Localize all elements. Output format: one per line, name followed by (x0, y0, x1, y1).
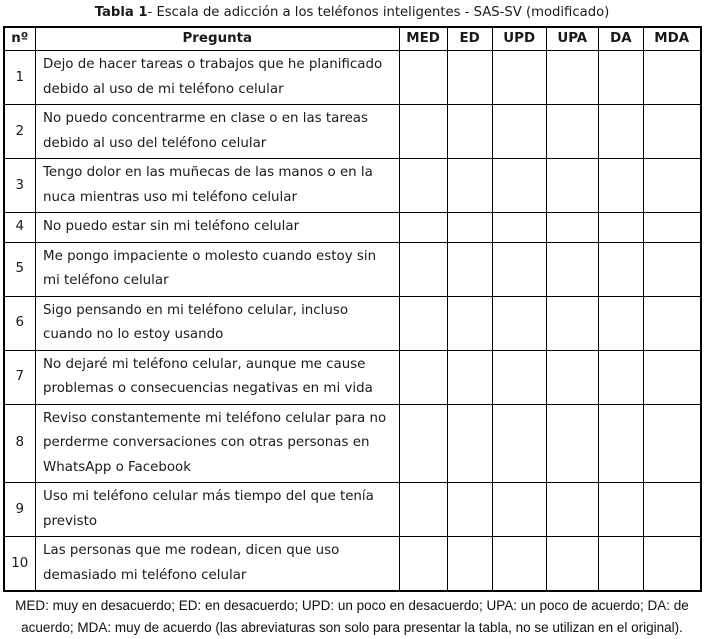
answer-cell-da (598, 242, 643, 296)
column-header-n: nº (4, 27, 36, 51)
answer-cell-da (598, 213, 643, 243)
question-row-1 (4, 51, 701, 105)
answer-cell-da (598, 483, 643, 537)
answer-cell-da (598, 159, 643, 213)
question-text: Reviso constantemente mi teléfono celular para no perderme conversaciones con otras personas en WhatsApp o Facebook (36, 404, 400, 483)
answer-cell-med (399, 350, 447, 404)
question-row-2 (4, 105, 701, 159)
answer-cell-mda (643, 350, 700, 404)
row-number: 5 (4, 242, 36, 296)
answer-cell-upa (546, 404, 598, 483)
answer-cell-upd (492, 350, 546, 404)
answer-cell-da (598, 537, 643, 592)
question-text: Uso mi teléfono celular más tiempo del que tenía previsto (36, 483, 400, 537)
column-header-upd: UPD (492, 27, 546, 51)
question-text: Las personas que me rodean, dicen que uso demasiado mi teléfono celular (36, 537, 400, 592)
answer-cell-med (399, 159, 447, 213)
answer-cell-upa (546, 105, 598, 159)
answer-cell-mda (643, 51, 700, 105)
row-number: 6 (4, 296, 36, 350)
sas-sv-questionnaire-table (3, 26, 702, 592)
row-number: 8 (4, 404, 36, 483)
answer-cell-upd (492, 242, 546, 296)
question-row-9 (4, 483, 701, 537)
answer-cell-med (399, 242, 447, 296)
answer-cell-ed (447, 159, 492, 213)
answer-cell-upa (546, 213, 598, 243)
answer-cell-ed (447, 350, 492, 404)
answer-cell-ed (447, 105, 492, 159)
answer-cell-upd (492, 483, 546, 537)
row-number: 2 (4, 105, 36, 159)
answer-cell-med (399, 296, 447, 350)
answer-cell-ed (447, 483, 492, 537)
answer-cell-upa (546, 51, 598, 105)
answer-cell-upd (492, 51, 546, 105)
question-text: No puedo concentrarme en clase o en las tareas debido al uso del teléfono celular (36, 105, 400, 159)
answer-cell-upd (492, 537, 546, 592)
answer-cell-mda (643, 159, 700, 213)
answer-cell-med (399, 105, 447, 159)
answer-cell-da (598, 105, 643, 159)
answer-cell-ed (447, 296, 492, 350)
table-title-number: Tabla 1 (94, 5, 148, 20)
answer-cell-upd (492, 404, 546, 483)
answer-cell-med (399, 537, 447, 592)
column-header-mda: MDA (643, 27, 700, 51)
answer-cell-mda (643, 537, 700, 592)
column-header-upa: UPA (546, 27, 598, 51)
answer-cell-ed (447, 537, 492, 592)
answer-cell-mda (643, 404, 700, 483)
question-row-3 (4, 159, 701, 213)
question-row-5 (4, 242, 701, 296)
answer-cell-mda (643, 483, 700, 537)
answer-cell-upd (492, 213, 546, 243)
answer-cell-upa (546, 242, 598, 296)
question-row-10 (4, 537, 701, 592)
question-row-4 (4, 213, 701, 243)
answer-cell-mda (643, 105, 700, 159)
answer-cell-upa (546, 350, 598, 404)
table-title (2, 3, 702, 22)
answer-cell-ed (447, 404, 492, 483)
row-number: 4 (4, 213, 36, 243)
row-number: 9 (4, 483, 36, 537)
answer-cell-upd (492, 296, 546, 350)
question-text: No puedo estar sin mi teléfono celular (36, 213, 400, 243)
answer-cell-ed (447, 242, 492, 296)
column-header-pregunta: Pregunta (36, 27, 400, 51)
question-row-8 (4, 404, 701, 483)
answer-cell-med (399, 483, 447, 537)
answer-cell-upa (546, 537, 598, 592)
table-header-row (4, 27, 701, 51)
row-number: 1 (4, 51, 36, 105)
table-title-text: - Escala de adicción a los teléfonos inteligentes - SAS-SV (modificado) (147, 5, 610, 20)
answer-cell-upd (492, 105, 546, 159)
question-text: No dejaré mi teléfono celular, aunque me cause problemas o consecuencias negativas en mi vida (36, 350, 400, 404)
answer-cell-ed (447, 51, 492, 105)
answer-cell-mda (643, 296, 700, 350)
answer-cell-upa (546, 159, 598, 213)
question-text: Tengo dolor en las muñecas de las manos o en la nuca mientras uso mi teléfono celular (36, 159, 400, 213)
question-row-6 (4, 296, 701, 350)
column-header-med: MED (399, 27, 447, 51)
answer-cell-med (399, 213, 447, 243)
answer-cell-med (399, 51, 447, 105)
answer-cell-upd (492, 159, 546, 213)
question-text: Dejo de hacer tareas o trabajos que he planificado debido al uso de mi teléfono celular (36, 51, 400, 105)
column-header-da: DA (598, 27, 643, 51)
answer-cell-mda (643, 242, 700, 296)
answer-cell-med (399, 404, 447, 483)
question-row-7 (4, 350, 701, 404)
answer-cell-upa (546, 483, 598, 537)
question-text: Me pongo impaciente o molesto cuando estoy sin mi teléfono celular (36, 242, 400, 296)
row-number: 3 (4, 159, 36, 213)
question-text: Sigo pensando en mi teléfono celular, incluso cuando no lo estoy usando (36, 296, 400, 350)
answer-cell-da (598, 404, 643, 483)
answer-cell-mda (643, 213, 700, 243)
answer-cell-da (598, 296, 643, 350)
row-number: 7 (4, 350, 36, 404)
answer-cell-da (598, 51, 643, 105)
table-footnote: MED: muy en desacuerdo; ED: en desacuerdo; UPD: un poco en desacuerdo; UPA: un poco de acuerdo; DA: de acuerdo; MDA: muy de acuerdo (las abreviaturas son solo para presentar la tabla, no se utilizan en el original). (15, 598, 689, 635)
answer-cell-ed (447, 213, 492, 243)
column-header-ed: ED (447, 27, 492, 51)
answer-cell-da (598, 350, 643, 404)
answer-cell-upa (546, 296, 598, 350)
row-number: 10 (4, 537, 36, 592)
